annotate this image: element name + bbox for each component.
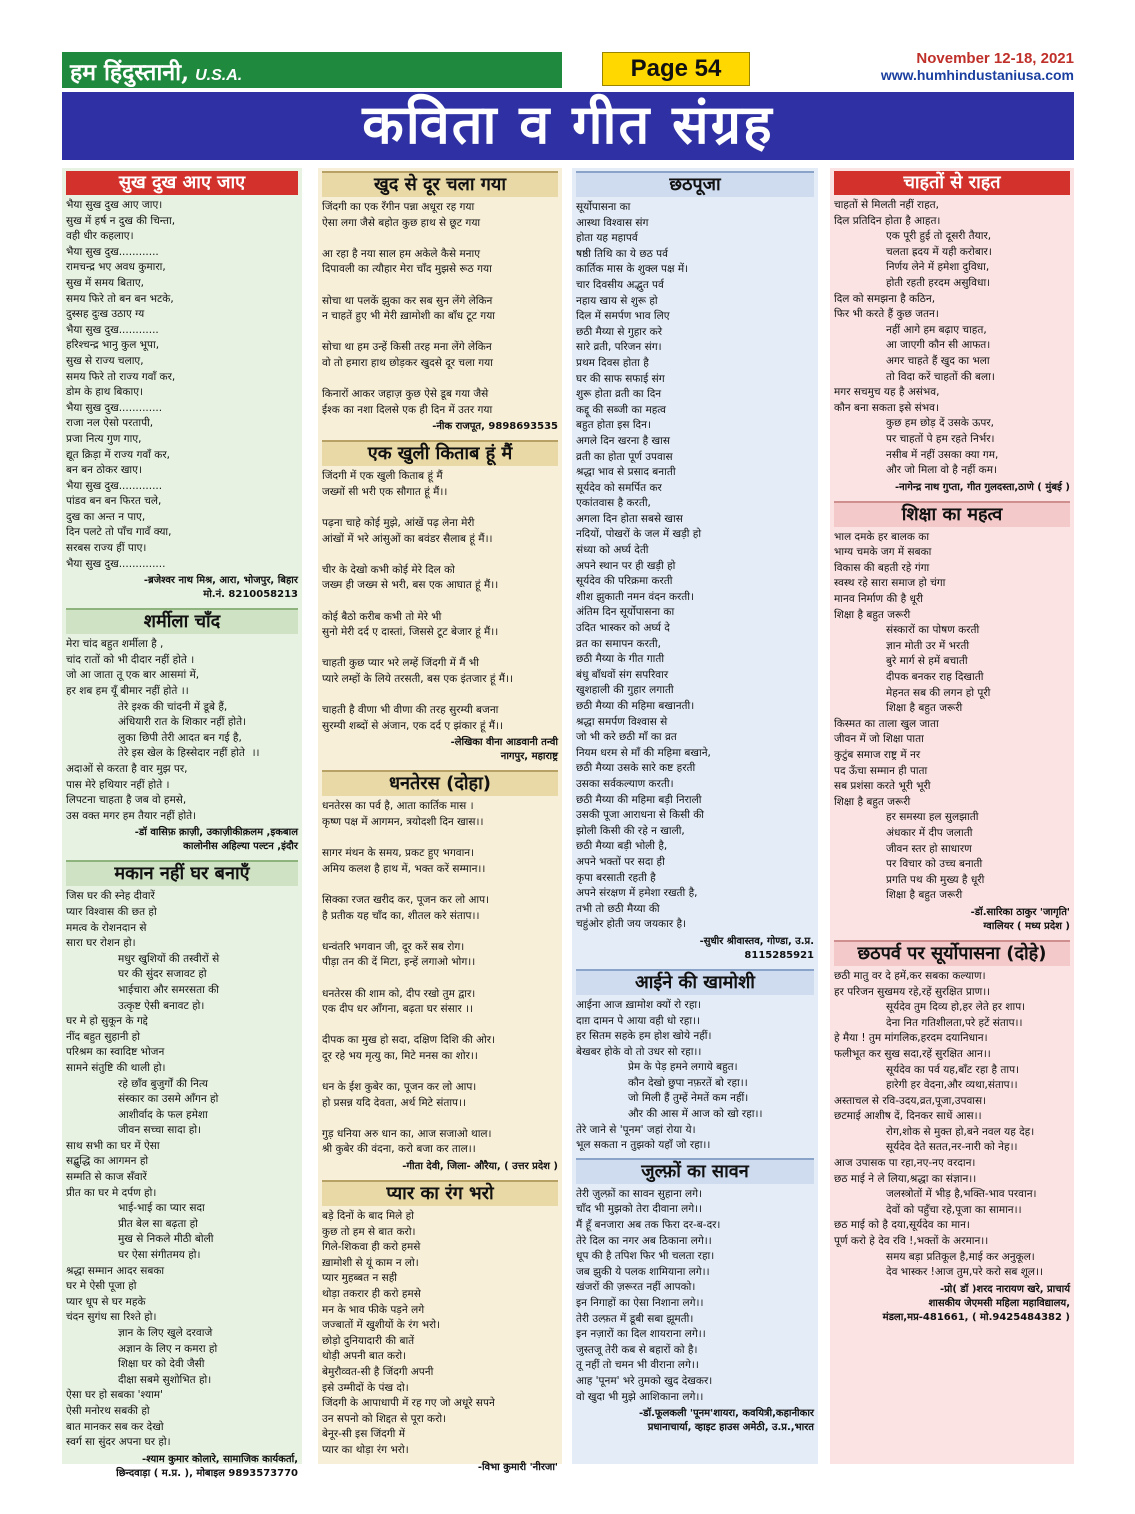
poem-title: चाहतों से राहत bbox=[834, 171, 1070, 195]
poem-body bbox=[66, 889, 298, 1450]
poem-text: आज उपासक पा रहा,नए-नए वरदान। छठ माई ने ले लिया,श्रद्धा का संज्ञान।। bbox=[834, 1157, 977, 1185]
poem-title: जुल्फ़ों का सावन bbox=[576, 1158, 814, 1184]
poem-text: तेरी ज़ुल्फ़ों का सावन सुहाना लगे। चाँद भी मुझको तेरा दीवाना लगे।। मैं हूँ बनजारा अब तक फिरा दर-ब-दर। तेरे दिल का नगर अब ठिकाना लगे।। धूप की है तपिश फिर भी चलता रहा। जब झुकी ये पलक शामियाना लगे।। खंजरों की ज़रूरत नहीं आपको। इन निगाहों का ऐसा निशाना लगे।। तेरी उल्फ़त में डूबी सबा झूमती। इन नज़ारों का दिल शायराना लगे।। जुस्तजू तेरी कब से बहारों को है। तू नहीं तो चमन भी वीराना लगे।। आह 'पूनम' भरे तुमको खुद देखकर। वो खुदा भी मुझे आशिकाना लगे।। bbox=[576, 1187, 721, 1403]
poem-body bbox=[576, 1187, 814, 1405]
poem-text: प्रेम के पेड़ हमने लगाये बहुत। कौन देखो छुपा नफ़रतें बो रहा।। जो मिली हैं तुम्हें नेमतें कम नहीं। और की आस में आज को खो रहा।। bbox=[628, 1061, 763, 1121]
poem-text: घर मे हो सुकून के गद्दे नींद बहुत सुहानी हो परिश्रम का स्वादिष्ट भोजन सामने संतुष्टि की थाली हो। bbox=[66, 1015, 166, 1074]
poem-text: बड़े दिनों के बाद मिले हो कुछ तो हम से बात करो। गिले-शिकवा ही करो हमसे ख़ामोशी से यूं काम न लो। प्यार मुहब्बत न सही थोड़ा तकरार ही करो हमसे मन के भाव फीके पड़ने लगे जज्बातों में खुशीयों के रंग भरो। छोड़ो दुनियादारी की बातें थोड़ी अपनी बात करो। बेमुरौव्वत-सी है जिंदगी अपनी इसे उम्मीदों के पंख दो। जिंदगी के आपाधापी में रह गए जो अधूरे सपने उन सपनो को शिद्दत से पूरा करो। बेनूर-सी इस जिंदगी में प्यार का थोड़ा रंग भरो। bbox=[322, 1210, 495, 1456]
poem-body bbox=[834, 969, 1070, 1281]
poem-text: हे मैया ! तुम मांगलिक,हरदम दयानिधान। फलीभूत कर सुख सदा,रहें सुरक्षित आन।। bbox=[834, 1032, 991, 1060]
poem-text: ऐसा घर हो सबका 'श्याम' ऐसी मनोरथ सबकी हो बात मानकर सब कर देखो स्वर्ग सा सुंदर अपना घर हो। bbox=[66, 1389, 171, 1449]
poem-credit: -श्याम कुमार कोलारे, सामाजिक कार्यकर्ता, छिन्दवाड़ा ( म.प्र. ), मोबाइल 9893573770 bbox=[116, 1453, 298, 1479]
poem-body bbox=[834, 198, 1070, 479]
poem-credit: -ब्रजेश्वर नाथ मिश्र, आरा, भोजपुर, बिहार मो.नं. 8210058213 bbox=[143, 575, 298, 601]
poem-title: धनतेरस (दोहा) bbox=[322, 770, 558, 796]
dateline bbox=[881, 50, 1074, 83]
column-2 bbox=[318, 168, 562, 1473]
issue-date: November 12-18, 2021 bbox=[916, 50, 1074, 67]
poem-text: एक पूरी हुई तो दूसरी तैयार, चलता ह्रदय में यही करोबार। निर्णय लेने में हमेशा दुविधा, होती रहती हरदम असुविधा। bbox=[886, 230, 992, 289]
poem-text: तेरे इश्क की चांदनी में डूबे हैं, अंधियारी रात के शिकार नहीं होते। लुका छिपी तेरी आदत बन गई है, तेरे इस खेल के हिस्सेदार नहीं होते ।। bbox=[118, 700, 260, 760]
poem-body bbox=[834, 530, 1070, 904]
poem-body bbox=[322, 469, 558, 734]
poem-credit: -डॉ.फूलकली 'पूनम'शायरा, कवयित्री,कहानीकार प्रधानाचार्या, व्हाइट हाउस अमेठी, उ.प्र.,भारत bbox=[638, 1408, 814, 1434]
poem-text: समय बड़ा प्रतिकूल है,माई कर अनुकूल। देव भास्कर !आज तुम,परे करो सब शूल।। bbox=[886, 1250, 1043, 1279]
poem-text: सूर्यदेव का पर्व यह,बाँट रहा है ताप। हारेगी हर वेदना,और व्यथा,संताप।। bbox=[886, 1063, 1020, 1092]
poem-text: हर समस्या हल सुलझाती अंधकार में दीप जलाती जीवन स्तर हो साधारण पर विचार को उच्च बनाती प्रगति पथ की मुख्य है धूरी शिक्षा है बहुत जरूरी bbox=[886, 811, 985, 902]
poem-text: छठी मातु वर दे हमें,कर सबका कल्याण। हर परिजन सुखमय रहे,रहें सुरक्षित प्राण।। bbox=[834, 969, 991, 998]
poem-title: आईने की खामोशी bbox=[576, 969, 814, 995]
column-1 bbox=[62, 168, 302, 1479]
poem-text: जिंदगी में एक खुली किताब हूं मैं जख्मों सी भरी एक सौगात हूं मैं।। पढ़ना चाहे कोई मुझे, आंखें पढ़ लेना मेरी आंखों में भरे आंसुओं का बवंडर सैलाब हूं मैं।। चीर के देखो कभी कोई मेरे दिल को जख्म ही जख्म से भरी, बस एक आघात हूं मैं।। कोई बैठो करीब कभी तो मेरे भी सुनो मेरी दर्द ए दास्तां, जिससे टूट बेजार हूं मैं।। चाहती कुछ प्यार भरे लम्हें जिंदगी में मैं भी प्यारे लम्हों के लिये तरसती, बस एक इंतजार हूं मैं।। चाहती है वीणा भी वीणा की तरह सुरम्यी बजना सुरम्यी शब्दों से अंजान, एक दर्द ए झंकार हूं मैं।। bbox=[322, 470, 514, 732]
poem-text: अदाओं से करता है वार मुझ पर, पास मेरे हथियार नहीं होते । लिपटना चाहता है जब वो हमसे, उस वक्त मगर हम तैयार नहीं होते। bbox=[66, 763, 197, 822]
poem-text: मगर सचमुच यह है असंभव, कौन बना सकता इसे संभव। bbox=[834, 386, 940, 414]
poem-text: जिस घर की स्नेह दीवारें प्यार विश्वास की छत हो ममत्व के रोशनदान से सारा घर रोशन हो। bbox=[66, 890, 157, 950]
poem-text: छठ माई को है दया,सूर्यदेव का मान। पूर्ण करो हे देव रवि !,भक्तों के अरमान।। bbox=[834, 1219, 989, 1248]
poem-text: श्रद्धा सम्मान आदर सबका घर मे ऐसी पूजा हो प्यार धूप से घर महके चंदन सुगंध सा रिश्ते हो। bbox=[66, 1264, 165, 1324]
poem-title: मकान नहीं घर बनाएँ bbox=[66, 860, 298, 886]
poem-text: नहीं आगे हम बढ़ाए चाहत, आ जाएगी कौन सी आफत। अगर चाहते हैं खुद का भला तो विदा करें चाहतों की बला। bbox=[886, 323, 995, 383]
poem-text: संस्कारों का पोषण करती ज्ञान मोती उर में भरती बुरे मार्ग से हमें बचाती दीपक बनकर राह दिखाती मेहनत सब की लगन हो पूरी शिक्षा है बहुत जरूरी bbox=[886, 624, 991, 715]
website-link[interactable]: www.humhindustaniusa.com bbox=[880, 67, 1074, 83]
poem-text: कुछ हम छोड़ दें उसके ऊपर, पर चाहतों पे हम रहते निर्भर। नसीब में नहीं उसका क्या गम, और जो मिला वो है नहीं कम। bbox=[886, 417, 999, 477]
poem-body bbox=[576, 998, 814, 1154]
poem-title: प्यार का रंग भरो bbox=[322, 1180, 558, 1206]
poem-title: सुख दुख आए जाए bbox=[66, 171, 298, 195]
poem-text: जलस्त्रोतों में भीड़ है,भक्ति-भाव परवान। देवों को पहुँचा रहे,पूजा का सामान।। bbox=[886, 1188, 1037, 1216]
poem-text: साथ सभी का घर में ऐसा सद्बुद्धि का आगमन हो सम्मति से काज सँवारें प्रीत का घर मे दर्पण हो। bbox=[66, 1139, 160, 1199]
poem-text: तेरे जाने से 'पूनम' जहां रोया ये। भूल सकता न तुझको यहाँ जो रहा।। bbox=[576, 1123, 711, 1152]
poem-text: रोग,शोक से मुक्त हो,बने नवल यह देह। सूर्यदेव देते सतत,नर-नारी को नेह।। bbox=[886, 1125, 1035, 1154]
poem-text: किस्मत का ताला खुल जाता जीवन में जो शिक्षा पाता कुटुंब समाज राष्ट्र में नर पद ऊँचा सम्मान ही पाता सब प्रशंसा करते भूरी भूरी शिक्षा है बहुत जरूरी bbox=[834, 717, 939, 808]
poem-title: छठपर्व पर सूर्योपासना (दोहे) bbox=[834, 940, 1070, 966]
page-number: Page 54 bbox=[602, 52, 750, 86]
poem-credit: -प्रो( डॉ )शरद नारायण खरे, प्राचार्य शासकीय जेएमसी महिला महाविद्यालय, मंडला,मप्र-481661, ( मो.9425484382 ) bbox=[882, 1283, 1070, 1323]
poem-body bbox=[322, 1209, 558, 1459]
column-4 bbox=[830, 168, 1074, 1464]
poem-body bbox=[576, 200, 814, 933]
poem-credit: -नीक राजपूत, 9898693535 bbox=[432, 421, 558, 433]
column-3 bbox=[572, 168, 818, 1464]
poem-text: भाई-भाई का प्यार सदा प्रीत बेल सा बढ़ता हो मुख से निकले मीठी बोली घर ऐसा संगीतमय हो। bbox=[118, 1202, 214, 1262]
poem-text: भाल दमके हर बालक का भाग्य चमके जग में सबका विकास की बहती रहे गंगा स्वस्थ रहे सारा समाज हो चंगा मानव निर्माण की है धूरी शिक्षा है बहुत जरूरी bbox=[834, 530, 946, 621]
poem-text: जिंदगी का एक रँगीन पन्ना अधूरा रह गया ऐसा लगा जैसे बहोत कुछ हाथ से छूट गया आ रहा है नया साल हम अकेले कैसे मनाए दिपावली का त्यौहार मेरा चाँद मुझसे रूठ गया सोचा था पलकें झुका कर सब सुन लेंगे लेकिन न चाहतें हुए भी मेरी ख़ामोशी का बाँध टूट गया सोचा था हम उन्हें किसी तरह मना लेंगे लेकिन वो तो हमारा हाथ छोड़कर खुदसे दूर चला गया किनारों आकर जहाज़ कुछ ऐसे डूब गया जैसे ईश्क का नशा दिलसे एक ही दिन में उतर गया bbox=[322, 201, 496, 416]
poem-text: दिल को समझना है कठिन, फिर भी करते हैं कुछ जतन। bbox=[834, 292, 939, 321]
section-title-banner: कविता व गीत संग्रह bbox=[62, 92, 1074, 160]
poem-text: चाहतों से मिलती नहीं राहत, दिल प्रतिदिन होता है आहत। bbox=[834, 199, 941, 227]
poem-text: अस्ताचल से रवि-उदय,व्रत,पूजा,उपवास। छटमाई आशीष दें, दिनकर साधें आस।। bbox=[834, 1094, 987, 1123]
poem-credit: -डॉ वासिफ़ क़ाज़ी, उकाज़ीकीक़लम ,इकबाल कालोनीस अहिल्या पल्टन ,इंदौर bbox=[134, 827, 298, 853]
poem-text: रहे छाँव बुजुर्गों की नित्य संस्कार का उसमे आँगन हो आशीर्वाद के फल हमेशा जीवन सच्चा सादा हो। bbox=[118, 1077, 219, 1137]
poem-title: शर्मीला चाँद bbox=[66, 608, 298, 634]
poem-credit: -सुधीर श्रीवास्तव, गोण्डा, उ.प्र. 8115285921 bbox=[699, 935, 814, 961]
poem-credit: -गीता देवी, जिला- औरैया, ( उत्तर प्रदेश ) bbox=[402, 1161, 558, 1173]
brand-usa: U.S.A. bbox=[195, 67, 243, 84]
poem-credit: -डॉ.सारिका ठाकुर 'जागृति' ग्वालियर ( मध्य प्रदेश ) bbox=[970, 906, 1070, 932]
poem-text: भैया सुख दुख आए जाए। सुख में हर्ष न दुख की चिन्ता, वही धीर कहलाए। भैया सुख दुख............ रामचन्द्र भए अवध कुमारा, सुख में समय बिताए, समय फिरे तो बन बन भटके, दुस्सह दुःख उठाए ग्य भैया सुख दुख............ हरिश्चन्द्र भानु कुल भूपा, सुख से राज्य चलाए, समय फिरे तो राज्य गवाँ कर, डोम के हाथ बिकाए। भैया सुख दुख............. राजा नल ऐसो परतापी, प्रजा नित्य गुण गाए, द्यूत क्रिड़ा में राज्य गवाँ कर, बन बन ठोकर खाए। भैया सुख दुख............. पांडव बन बन फिरत चले, दुख का अन्त न पाए, दिन पलटे तो पाँच गावँ क्या, सरबस राज्य हीं पाए। भैया सुख दुख.............. bbox=[66, 199, 176, 570]
newspaper-logo[interactable] bbox=[62, 52, 562, 88]
poem-title: खुद से दूर चला गया bbox=[322, 171, 558, 197]
poem-text: ज्ञान के लिए खुले दरवाजे अज्ञान के लिए न कमरा हो शिक्षा घर को देवी जैसी दीक्षा सबमे सुशोभित हो। bbox=[118, 1327, 218, 1386]
poem-credit: -नागेन्द्र नाथ गुप्ता, गीत गुलदस्ता,ठाणे ( मुंबई ) bbox=[894, 481, 1070, 493]
poem-body bbox=[322, 200, 558, 418]
poem-text: सूर्योपासना का आस्था विश्वास संग होता यह महापर्व षष्ठी तिथि का ये छठ पर्व कार्तिक मास के शुक्ल पक्ष में। चार दिवसीय अद्भुत पर्व नहाय खाय से शुरू हो दिल में समर्पण भाव लिए छठी मैय्या से गुहार करे सारे व्रती, परिजन संग। प्रथम दिवस होता है घर की साफ सफाई संग शुरू होता व्रती का दिन कद्दू की सब्जी का महत्व बहुत होता इस दिन। अगले दिन खरना है खास व्रती का होता पूर्ण उपवास श्रद्धा भाव से प्रसाद बनाती सूर्यदेव को समर्पित कर एकांतवास है करती, अगला दिन होता सबसे खास नदियों, पोखरों के जल में खड़ी हो संध्या को अर्घ्य देती अपने स्थान पर ही खड़ी हो सूर्यदेव की परिक्रमा करती शीश झुकाती नमन वंदन करती। अंतिम दिन सूर्योपासना का उदित भास्कर को अर्घ्य दे व्रत का समापन करती, छठी मैय्या के गीत गाती बंधु बाँधवों संग सपरिवार खुशहाली की गुहार लगाती छठी मैय्या की महिमा बखानती। श्रद्धा समर्पण विश्वास से जो भी करे छठी माँ का व्रत नियम धरम से माँ की महिमा बखाने, छठी मैय्या उसके सारे कष्ट हरती उसका सर्वकल्याण करती। छठी मैय्या की महिमा बड़ी निराली उसकी पूजा आराधना से किसी की झोली किसी की रहे न खाली, छठी मैय्या बड़ी भोली है, अपने भक्तों पर सदा ही कृपा बरसाती रहती है अपने संरक्षण में हमेशा रखती है, तभी तो छठी मैय्या की चहुंओर होती जय जयकार है। bbox=[576, 201, 711, 931]
poem-title: शिक्षा का महत्व bbox=[834, 501, 1070, 527]
poem-text: धनतेरस का पर्व है, आता कार्तिक मास । कृष्ण पक्ष में आगमन, त्रयोदशी दिन खास।। सागर मंथन के समय, प्रकट हुए भगवान। अमिय कलश है हाथ में, भक्त करें सम्मान।। सिक्का रजत खरीद कर, पूजन कर लो आप। है प्रतीक यह चाँद का, शीतल करे संताप।। धन्वंतरि भगवान जी, दूर करें सब रोग। पीड़ा तन की दें मिटा, इन्हें लगाओ भोग।। धनतेरस की शाम को, दीप रखो तुम द्वार। एक दीप धर आँगना, बढ़ता घर संसार ।। दीपक का मुख हो सदा, दक्षिण दिशि की ओर। दूर रहे भय मृत्यु का, मिटे मनस का शोर।। धन के ईश कुबेर का, पूजन कर लो आप। हो प्रसन्न यदि देवता, अर्थ मिटे संताप।। गुड़ धनिया अरु धान का, आज सजाओ थाल। श्री कुबेर की वंदना, करो बजा कर ताल।। bbox=[322, 800, 496, 1156]
poem-text: मेरा चांद बहुत शर्मीला है , चांद रातों को भी दीदार नहीं होते । जो आ जाता तू एक बार आसमां में, हर शब हम यूँ बीमार नहीं होते ।। bbox=[66, 638, 200, 698]
poem-title: छठपूजा bbox=[576, 171, 814, 197]
poem-text: मधुर खुशियों की तस्वीरों से घर की सुंदर सजावट हो भाईचारा और समरसता की उत्कृष्ट ऐसी बनावट हो। bbox=[118, 952, 220, 1012]
brand-name: हम हिंदुस्तानी, bbox=[70, 59, 190, 86]
poem-text: सूर्यदेव तुम दिव्य हो,हर लेते हर शाप। देना नित गतिशीलता,परे हटें संताप।। bbox=[886, 1001, 1026, 1029]
poem-body bbox=[322, 799, 558, 1158]
poem-title: एक खुली किताब हूं मैं bbox=[322, 440, 558, 466]
poem-credit: -लेखिका वीना आडवानी तन्वी नागपुर, महाराष्ट्र bbox=[450, 737, 558, 763]
poem-text: आईना आज ख़ामोश क्यों रो रहा। दाग़ दामन पे आया वही धो रहा।। हर सितम सहके हम होश खोये नहीं। बेखबर होके वो तो उधर सो रहा।। bbox=[576, 998, 712, 1058]
masthead bbox=[62, 52, 1074, 88]
poem-body bbox=[66, 198, 298, 572]
poem-body bbox=[66, 637, 298, 824]
poem-credit: -विभा कुमारी 'नीरजा' bbox=[477, 1461, 558, 1473]
